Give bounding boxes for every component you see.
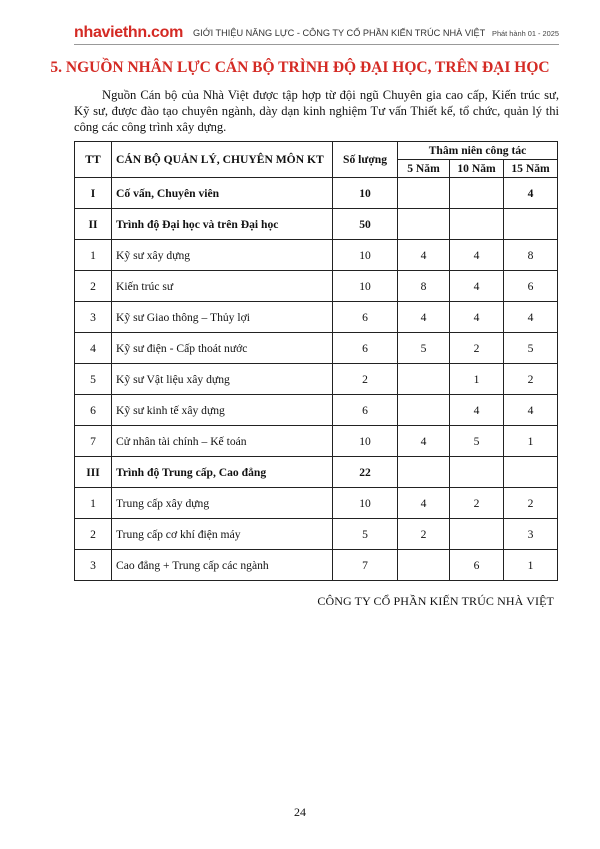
row-count: 10	[333, 426, 398, 457]
row-15-years: 6	[504, 271, 558, 302]
row-10-years: 2	[450, 488, 504, 519]
table-row	[75, 178, 558, 209]
table-row	[75, 426, 558, 457]
table-row	[75, 550, 558, 581]
row-10-years: 1	[450, 364, 504, 395]
company-signature: CÔNG TY CỔ PHẦN KIẾN TRÚC NHÀ VIỆT	[317, 594, 554, 608]
table-row	[75, 488, 558, 519]
row-role: Cố vấn, Chuyên viên	[112, 178, 333, 209]
row-15-years: 2	[504, 364, 558, 395]
row-tt: II	[75, 209, 112, 240]
row-10-years	[450, 178, 504, 209]
row-role: Trình độ Trung cấp, Cao đẳng	[112, 457, 333, 488]
row-role: Kỹ sư điện - Cấp thoát nước	[112, 333, 333, 364]
row-tt: 6	[75, 395, 112, 426]
row-count: 10	[333, 178, 398, 209]
row-count: 2	[333, 364, 398, 395]
row-count: 10	[333, 240, 398, 271]
row-tt: 7	[75, 426, 112, 457]
row-tt: 3	[75, 550, 112, 581]
row-5-years	[398, 550, 450, 581]
table-row	[75, 333, 558, 364]
row-role: Kỹ sư kinh tế xây dựng	[112, 395, 333, 426]
row-count: 10	[333, 271, 398, 302]
table-row	[75, 457, 558, 488]
table-row	[75, 364, 558, 395]
row-count: 6	[333, 333, 398, 364]
row-15-years: 4	[504, 178, 558, 209]
row-10-years: 4	[450, 271, 504, 302]
row-15-years: 3	[504, 519, 558, 550]
row-5-years	[398, 395, 450, 426]
row-role: Cử nhân tài chính – Kế toán	[112, 426, 333, 457]
row-5-years	[398, 364, 450, 395]
table-row	[75, 519, 558, 550]
row-10-years: 4	[450, 395, 504, 426]
staff-table	[74, 141, 558, 581]
row-5-years: 5	[398, 333, 450, 364]
table-row	[75, 302, 558, 333]
row-10-years: 6	[450, 550, 504, 581]
row-10-years	[450, 519, 504, 550]
row-5-years: 8	[398, 271, 450, 302]
row-role: Kỹ sư Giao thông – Thủy lợi	[112, 302, 333, 333]
row-5-years	[398, 209, 450, 240]
row-15-years	[504, 457, 558, 488]
row-5-years: 4	[398, 426, 450, 457]
intro-paragraph: Nguồn Cán bộ của Nhà Việt được tập hợp từ đội ngũ Chuyên gia cao cấp, Kiến trúc sư, Kỹ sư, được đào tạo chuyên ngành, dày dạn kinh nghiệm Tư vấn Thiết kế, tổ chức, quản lý thi công các công trình xây dựng.	[74, 88, 559, 134]
row-tt: I	[75, 178, 112, 209]
row-role: Kỹ sư Vật liệu xây dựng	[112, 364, 333, 395]
row-count: 10	[333, 488, 398, 519]
row-15-years: 1	[504, 426, 558, 457]
header-10-years: 10 Năm	[450, 160, 504, 178]
row-tt: 2	[75, 519, 112, 550]
header-issue: Phát hành 01 - 2025	[492, 29, 559, 38]
row-10-years	[450, 457, 504, 488]
row-count: 22	[333, 457, 398, 488]
row-15-years: 2	[504, 488, 558, 519]
row-10-years: 4	[450, 240, 504, 271]
table-row	[75, 271, 558, 302]
row-15-years	[504, 209, 558, 240]
row-15-years: 5	[504, 333, 558, 364]
row-5-years: 2	[398, 519, 450, 550]
row-5-years: 4	[398, 302, 450, 333]
table-row	[75, 240, 558, 271]
header-divider	[74, 44, 559, 45]
row-role: Cao đẳng + Trung cấp các ngành	[112, 550, 333, 581]
row-15-years: 4	[504, 302, 558, 333]
header-count: Số lượng	[333, 142, 398, 178]
page-number: 24	[294, 805, 306, 819]
row-10-years: 2	[450, 333, 504, 364]
row-count: 6	[333, 395, 398, 426]
table-row	[75, 395, 558, 426]
row-role: Trung cấp cơ khí điện máy	[112, 519, 333, 550]
row-5-years: 4	[398, 488, 450, 519]
row-10-years: 4	[450, 302, 504, 333]
header-role: CÁN BỘ QUẢN LÝ, CHUYÊN MÔN KT	[112, 142, 333, 178]
row-tt: 5	[75, 364, 112, 395]
row-role: Trình độ Đại học và trên Đại học	[112, 209, 333, 240]
row-15-years: 1	[504, 550, 558, 581]
row-15-years: 8	[504, 240, 558, 271]
section-title: 5. NGUỒN NHÂN LỰC CÁN BỘ TRÌNH ĐỘ ĐẠI HỌC, TRÊN ĐẠI HỌC	[50, 59, 550, 76]
header-5-years: 5 Năm	[398, 160, 450, 178]
row-role: Kiến trúc sư	[112, 271, 333, 302]
row-5-years	[398, 457, 450, 488]
row-tt: 1	[75, 488, 112, 519]
row-count: 5	[333, 519, 398, 550]
page-header	[74, 22, 559, 48]
row-role: Trung cấp xây dựng	[112, 488, 333, 519]
header-title: GIỚI THIỆU NĂNG LỰC - CÔNG TY CỔ PHẦN KIẾN TRÚC NHÀ VIỆT	[193, 28, 486, 38]
row-tt: III	[75, 457, 112, 488]
row-10-years	[450, 209, 504, 240]
row-15-years: 4	[504, 395, 558, 426]
row-10-years: 5	[450, 426, 504, 457]
table-row	[75, 209, 558, 240]
row-role: Kỹ sư xây dựng	[112, 240, 333, 271]
header-15-years: 15 Năm	[504, 160, 558, 178]
row-tt: 4	[75, 333, 112, 364]
row-5-years	[398, 178, 450, 209]
row-count: 7	[333, 550, 398, 581]
row-tt: 1	[75, 240, 112, 271]
header-seniority: Thâm niên công tác	[398, 142, 558, 160]
header-tt: TT	[75, 142, 112, 178]
row-tt: 3	[75, 302, 112, 333]
row-count: 6	[333, 302, 398, 333]
row-5-years: 4	[398, 240, 450, 271]
brand-logo[interactable]: nhaviethn.com	[74, 24, 184, 41]
row-count: 50	[333, 209, 398, 240]
row-tt: 2	[75, 271, 112, 302]
